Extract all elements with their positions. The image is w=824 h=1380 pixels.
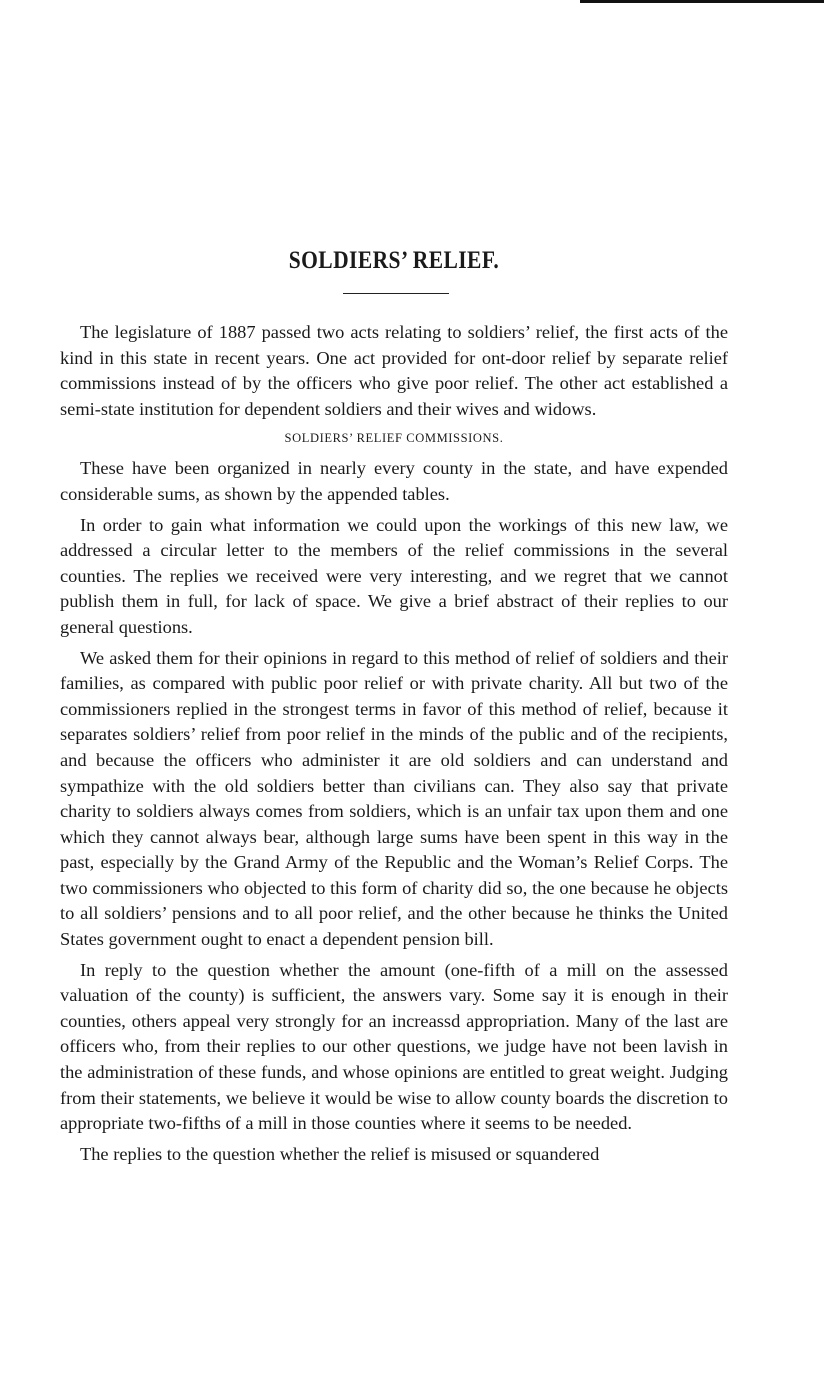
page-title: SOLDIERS’ RELIEF. — [288, 247, 500, 274]
body-paragraph: In reply to the question whether the amount (one-fifth of a mill on the assessed valuation of the county) is sufficient, the answers vary. Some say it is enough in their counties, others appeal very strongly for an increassd appropriation. Many of the last are officers who, from their replies to our other questions, we judge have not been lavish in the administration of these funds, and whose opinions are entitled to great weight. Judging from their statements, we believe it would be wise to allow county boards the discretion to appropriate two-fifths of a mill in those counties where it seems to be needed. — [60, 959, 728, 1134]
body-paragraph: These have been organized in nearly every county in the state, and have expended considerable sums, as shown by the appended tables. — [60, 458, 728, 504]
body-paragraph: The replies to the question whether the relief is misused or squandered — [80, 1143, 600, 1164]
section-heading: SOLDIERS’ RELIEF COMMISSIONS. — [284, 431, 504, 446]
document-page — [60, 244, 728, 1167]
intro-paragraph: The legislature of 1887 passed two acts relating to soldiers’ relief, the first acts of the kind in this state in recent years. One act provided for ont-door relief by separate relief commissions instead of by the officers who give poor relief. The other act established a semi-state institution for dependent soldiers and their wives and widows. — [60, 322, 728, 419]
body-paragraph: We asked them for their opinions in regard to this method of relief of soldiers and their families, as compared with public poor relief or with private charity. All but two of the commissioners replied in the strongest terms in favor of this method of relief, because it separates soldiers’ relief from poor relief in the minds of the public and of the recipients, and because the officers who administer it are old soldiers and can understand and sympathize with the old soldiers better than civilians can. They also say that private charity to soldiers always comes from soldiers, which is an unfair tax upon them and one which they cannot always bear, although large sums have been spent in this way in the past, especially by the Grand Army of the Republic and the Woman’s Relief Corps. The two commissioners who objected to this form of charity did so, the one because he objects to all soldiers’ pensions and to all poor relief, and the other because he thinks the United States government ought to enact a dependent pension bill. — [60, 647, 728, 950]
title-divider — [343, 293, 449, 294]
document-body — [60, 320, 728, 1167]
body-paragraph: In order to gain what information we could upon the workings of this new law, we addressed a circular letter to the members of the relief commissions in the several counties. The replies we received were very interesting, and we regret that we cannot publish them in full, for lack of space. We give a brief abstract of their replies to our general questions. — [60, 514, 728, 637]
top-edge-rule — [580, 0, 824, 3]
